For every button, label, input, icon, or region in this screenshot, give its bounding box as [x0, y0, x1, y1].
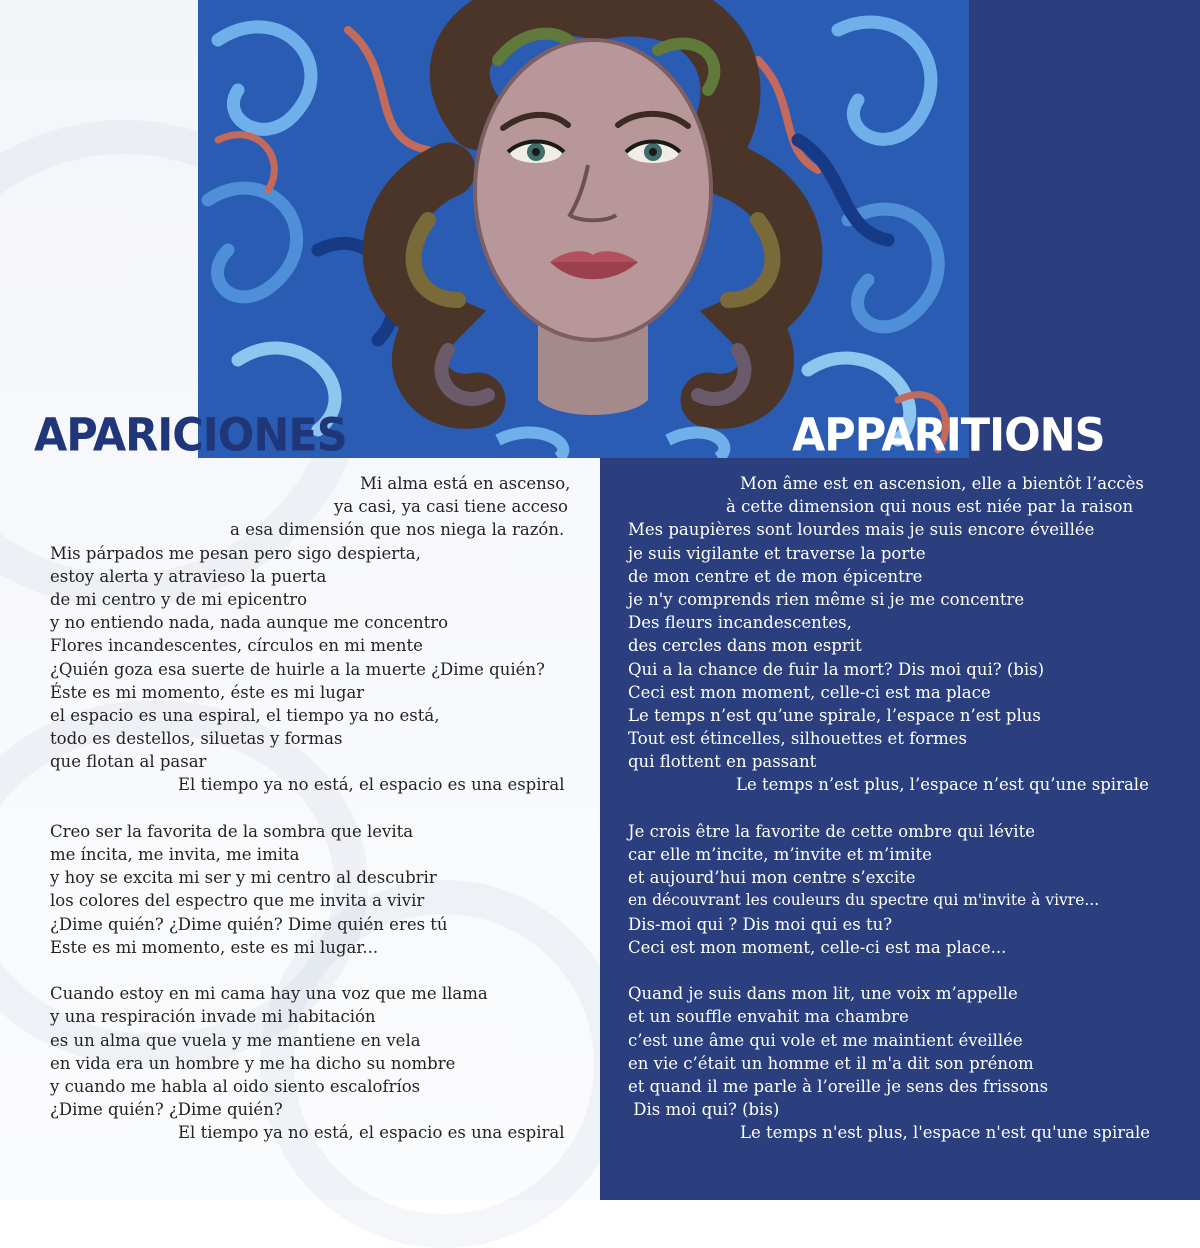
- lyric-line: de mi centro y de mi epicentro: [50, 589, 308, 609]
- lyric-line: c’est une âme qui vole et me maintient éveillée: [628, 1030, 1023, 1050]
- lyric-line: es un alma que vuela y me mantiene en vela: [50, 1030, 421, 1050]
- lyric-line: je suis vigilante et traverse la porte: [628, 543, 926, 563]
- lyric-line: Tout est étincelles, silhouettes et formes: [628, 729, 968, 749]
- lyric-line: y hoy se excita mi ser y mi centro al descubrir: [50, 868, 437, 888]
- lyric-line: los colores del espectro que me invita a vivir: [50, 891, 425, 911]
- lyric-line: à cette dimension qui nous est niée par la raison: [726, 497, 1134, 517]
- lyric-line: Este es mi momento, este es mi lugar...: [50, 937, 379, 957]
- lyric-line: Mi alma está en ascenso,: [360, 474, 571, 493]
- title-spanish: APARICIONES: [34, 409, 347, 463]
- lyric-refrain: Le temps n'est plus, l'espace n'est qu'une spirale: [740, 1123, 1151, 1143]
- spanish-lyrics: [50, 472, 570, 1144]
- french-lyrics: [628, 472, 1150, 1144]
- title-french: APPARITIONS: [792, 409, 1105, 463]
- lyric-line: Qui a la chance de fuir la mort? Dis moi qui? (bis): [628, 659, 1045, 679]
- lyric-line: Flores incandescentes, círculos en mi mente: [50, 636, 423, 656]
- lyric-line: Creo ser la favorita de la sombra que levita: [50, 821, 414, 841]
- lyric-line: en vida era un hombre y me ha dicho su nombre: [50, 1053, 456, 1073]
- lyric-line: et un souffle envahit ma chambre: [628, 1007, 909, 1027]
- lyric-line: car elle m’incite, m’invite et m’imite: [628, 845, 932, 864]
- lyric-line: Mis párpados me pesan pero sigo despierta,: [50, 543, 421, 563]
- lyric-line: y una respiración invade mi habitación: [50, 1007, 376, 1027]
- lyric-line: Mes paupières sont lourdes mais je suis encore éveillée: [628, 520, 1095, 540]
- lyric-line: qui flottent en passant: [628, 752, 817, 772]
- lyric-line: Ceci est mon moment, celle-ci est ma place: [628, 682, 991, 702]
- lyric-line: Mon âme est en ascension, elle a bientôt l’accès: [740, 474, 1144, 493]
- lyric-line: des cercles dans mon esprit: [628, 636, 862, 656]
- lyric-line: Ceci est mon moment, celle-ci est ma place...: [628, 937, 1007, 957]
- lyric-line: y cuando me habla al oido siento escalofríos: [50, 1076, 421, 1096]
- lyric-line: ¿Quién goza esa suerte de huirle a la muerte ¿Dime quién?: [50, 659, 545, 679]
- lyric-refrain: El tiempo ya no está, el espacio es una espiral: [178, 1123, 565, 1143]
- stanza-gap: [50, 797, 570, 820]
- portrait-illustration: [198, 0, 969, 458]
- lyric-line: Cuando estoy en mi cama hay una voz que me llama: [50, 984, 488, 1004]
- lyric-line: Dis-moi qui ? Dis moi qui es tu?: [628, 914, 893, 934]
- lyric-line: Quand je suis dans mon lit, une voix m’appelle: [628, 984, 1018, 1004]
- lyric-line: a esa dimensión que nos niega la razón.: [230, 520, 565, 540]
- lyric-line: de mon centre et de mon épicentre: [628, 566, 923, 586]
- lyric-line: et quand il me parle à l’oreille je sens des frissons: [628, 1076, 1049, 1096]
- portrait-painting: [198, 0, 969, 458]
- lyric-line: Des fleurs incandescentes,: [628, 613, 852, 633]
- lyric-line: ¿Dime quién? ¿Dime quién? Dime quién eres tú: [50, 914, 448, 934]
- lyric-line: estoy alerta y atravieso la puerta: [50, 566, 327, 586]
- lyric-line: en vie c’était un homme et il m'a dit son prénom: [628, 1053, 1034, 1073]
- lyric-line: que flotan al pasar: [50, 752, 207, 772]
- lyric-refrain: El tiempo ya no está, el espacio es una espiral: [178, 775, 565, 795]
- lyric-line: todo es destellos, siluetas y formas: [50, 729, 343, 749]
- lyric-line: Dis moi qui? (bis): [628, 1100, 780, 1120]
- lyric-line: y no entiendo nada, nada aunque me concentro: [50, 613, 449, 633]
- lyric-line: Le temps n’est qu’une spirale, l’espace n’est plus: [628, 705, 1041, 725]
- stanza-gap: [628, 959, 1150, 982]
- lyric-refrain: Le temps n’est plus, l’espace n’est qu’une spirale: [736, 775, 1149, 795]
- lyric-line: Je crois être la favorite de cette ombre qui lévite: [628, 821, 1035, 841]
- lyric-line: el espacio es una espiral, el tiempo ya no está,: [50, 705, 440, 725]
- lyric-line: en découvrant les couleurs du spectre qui m'invite à vivre...: [628, 891, 1100, 910]
- lyric-line: je n'y comprends rien même si je me concentre: [628, 589, 1025, 609]
- lyric-line: me íncita, me invita, me imita: [50, 845, 300, 864]
- lyric-line: Éste es mi momento, éste es mi lugar: [50, 682, 365, 702]
- stanza-gap: [628, 797, 1150, 820]
- lyric-line: ya casi, ya casi tiene acceso: [334, 497, 568, 517]
- lyric-line: et aujourd’hui mon centre s’excite: [628, 868, 916, 888]
- lyric-line: ¿Dime quién? ¿Dime quién?: [50, 1100, 283, 1120]
- stanza-gap: [50, 959, 570, 982]
